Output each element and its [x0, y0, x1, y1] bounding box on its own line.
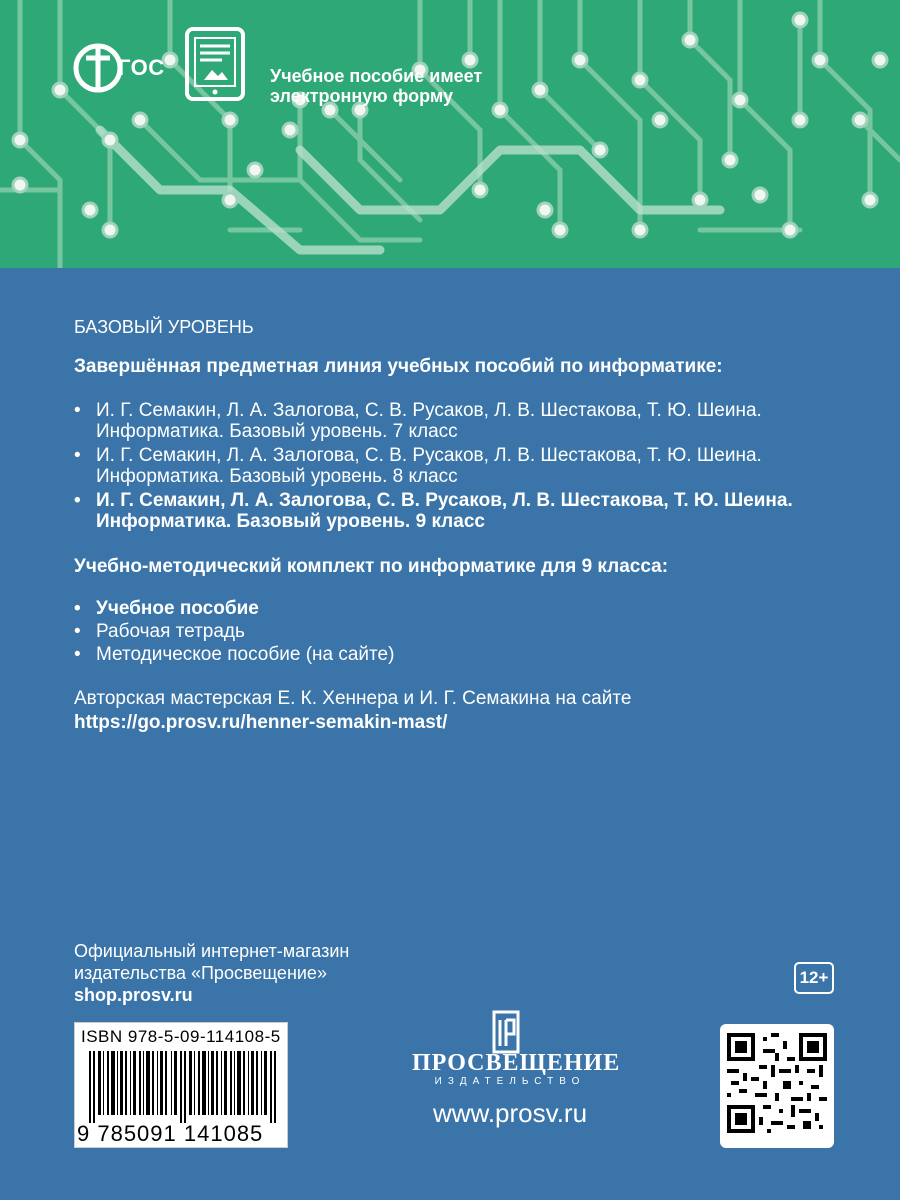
barcode-digits: 9 785091 141085 — [77, 1121, 264, 1146]
tablet-icon — [184, 26, 246, 102]
list-item: • Методическое пособие (на сайте) — [74, 643, 394, 666]
subject-line-title: Завершённая предметная линия учебных пособий по информатике: — [74, 356, 723, 377]
age-rating-badge: 12+ — [794, 962, 834, 994]
kit-list — [74, 597, 394, 666]
electronic-form-label: Учебное пособие имеет электронную форму — [270, 66, 483, 106]
barcode-icon — [89, 1051, 277, 1123]
kit-title: Учебно-методический комплект по информатике для 9 класса: — [74, 556, 669, 577]
workshop-text: Авторская мастерская Е. К. Хеннера и И. Г. Семакина на сайте — [74, 688, 632, 709]
list-item: • И. Г. Семакин, Л. А. Залогова, С. В. Русаков, Л. В. Шестакова, Т. Ю. Шеина. Информатика. Базовый уровень. 8 класс — [74, 445, 854, 487]
book-list — [74, 400, 854, 532]
qr-code-box — [720, 1024, 834, 1148]
list-item: • И. Г. Семакин, Л. А. Залогова, С. В. Русаков, Л. В. Шестакова, Т. Ю. Шеина. Информатика. Базовый уровень. 9 класс — [74, 490, 854, 532]
list-item: • И. Г. Семакин, Л. А. Залогова, С. В. Русаков, Л. В. Шестакова, Т. Ю. Шеина. Информатика. Базовый уровень. 7 класс — [74, 400, 854, 442]
publisher-subtitle: ИЗДАТЕЛЬСТВО — [434, 1076, 586, 1087]
publisher-name: ПРОСВЕЩЕНИЕ — [412, 1050, 621, 1076]
isbn-barcode-box — [74, 1022, 288, 1148]
level-label: БАЗОВЫЙ УРОВЕНЬ — [74, 317, 254, 337]
qr-code-icon[interactable] — [727, 1033, 827, 1133]
shop-text-line2: издательства «Просвещение» — [74, 963, 327, 983]
list-item: • Рабочая тетрадь — [74, 620, 394, 643]
shop-text-line1: Официальный интернет-магазин — [74, 941, 350, 961]
list-item: • Учебное пособие — [74, 597, 394, 620]
shop-link[interactable]: shop.prosv.ru — [74, 985, 193, 1005]
fgos-logo-text: ГОС — [118, 55, 165, 80]
isbn-text: ISBN 978-5-09-114108-5 — [81, 1027, 281, 1046]
publisher-url[interactable]: www.prosv.ru — [432, 1098, 588, 1128]
workshop-link[interactable]: https://go.prosv.ru/henner-semakin-mast/ — [74, 712, 448, 733]
